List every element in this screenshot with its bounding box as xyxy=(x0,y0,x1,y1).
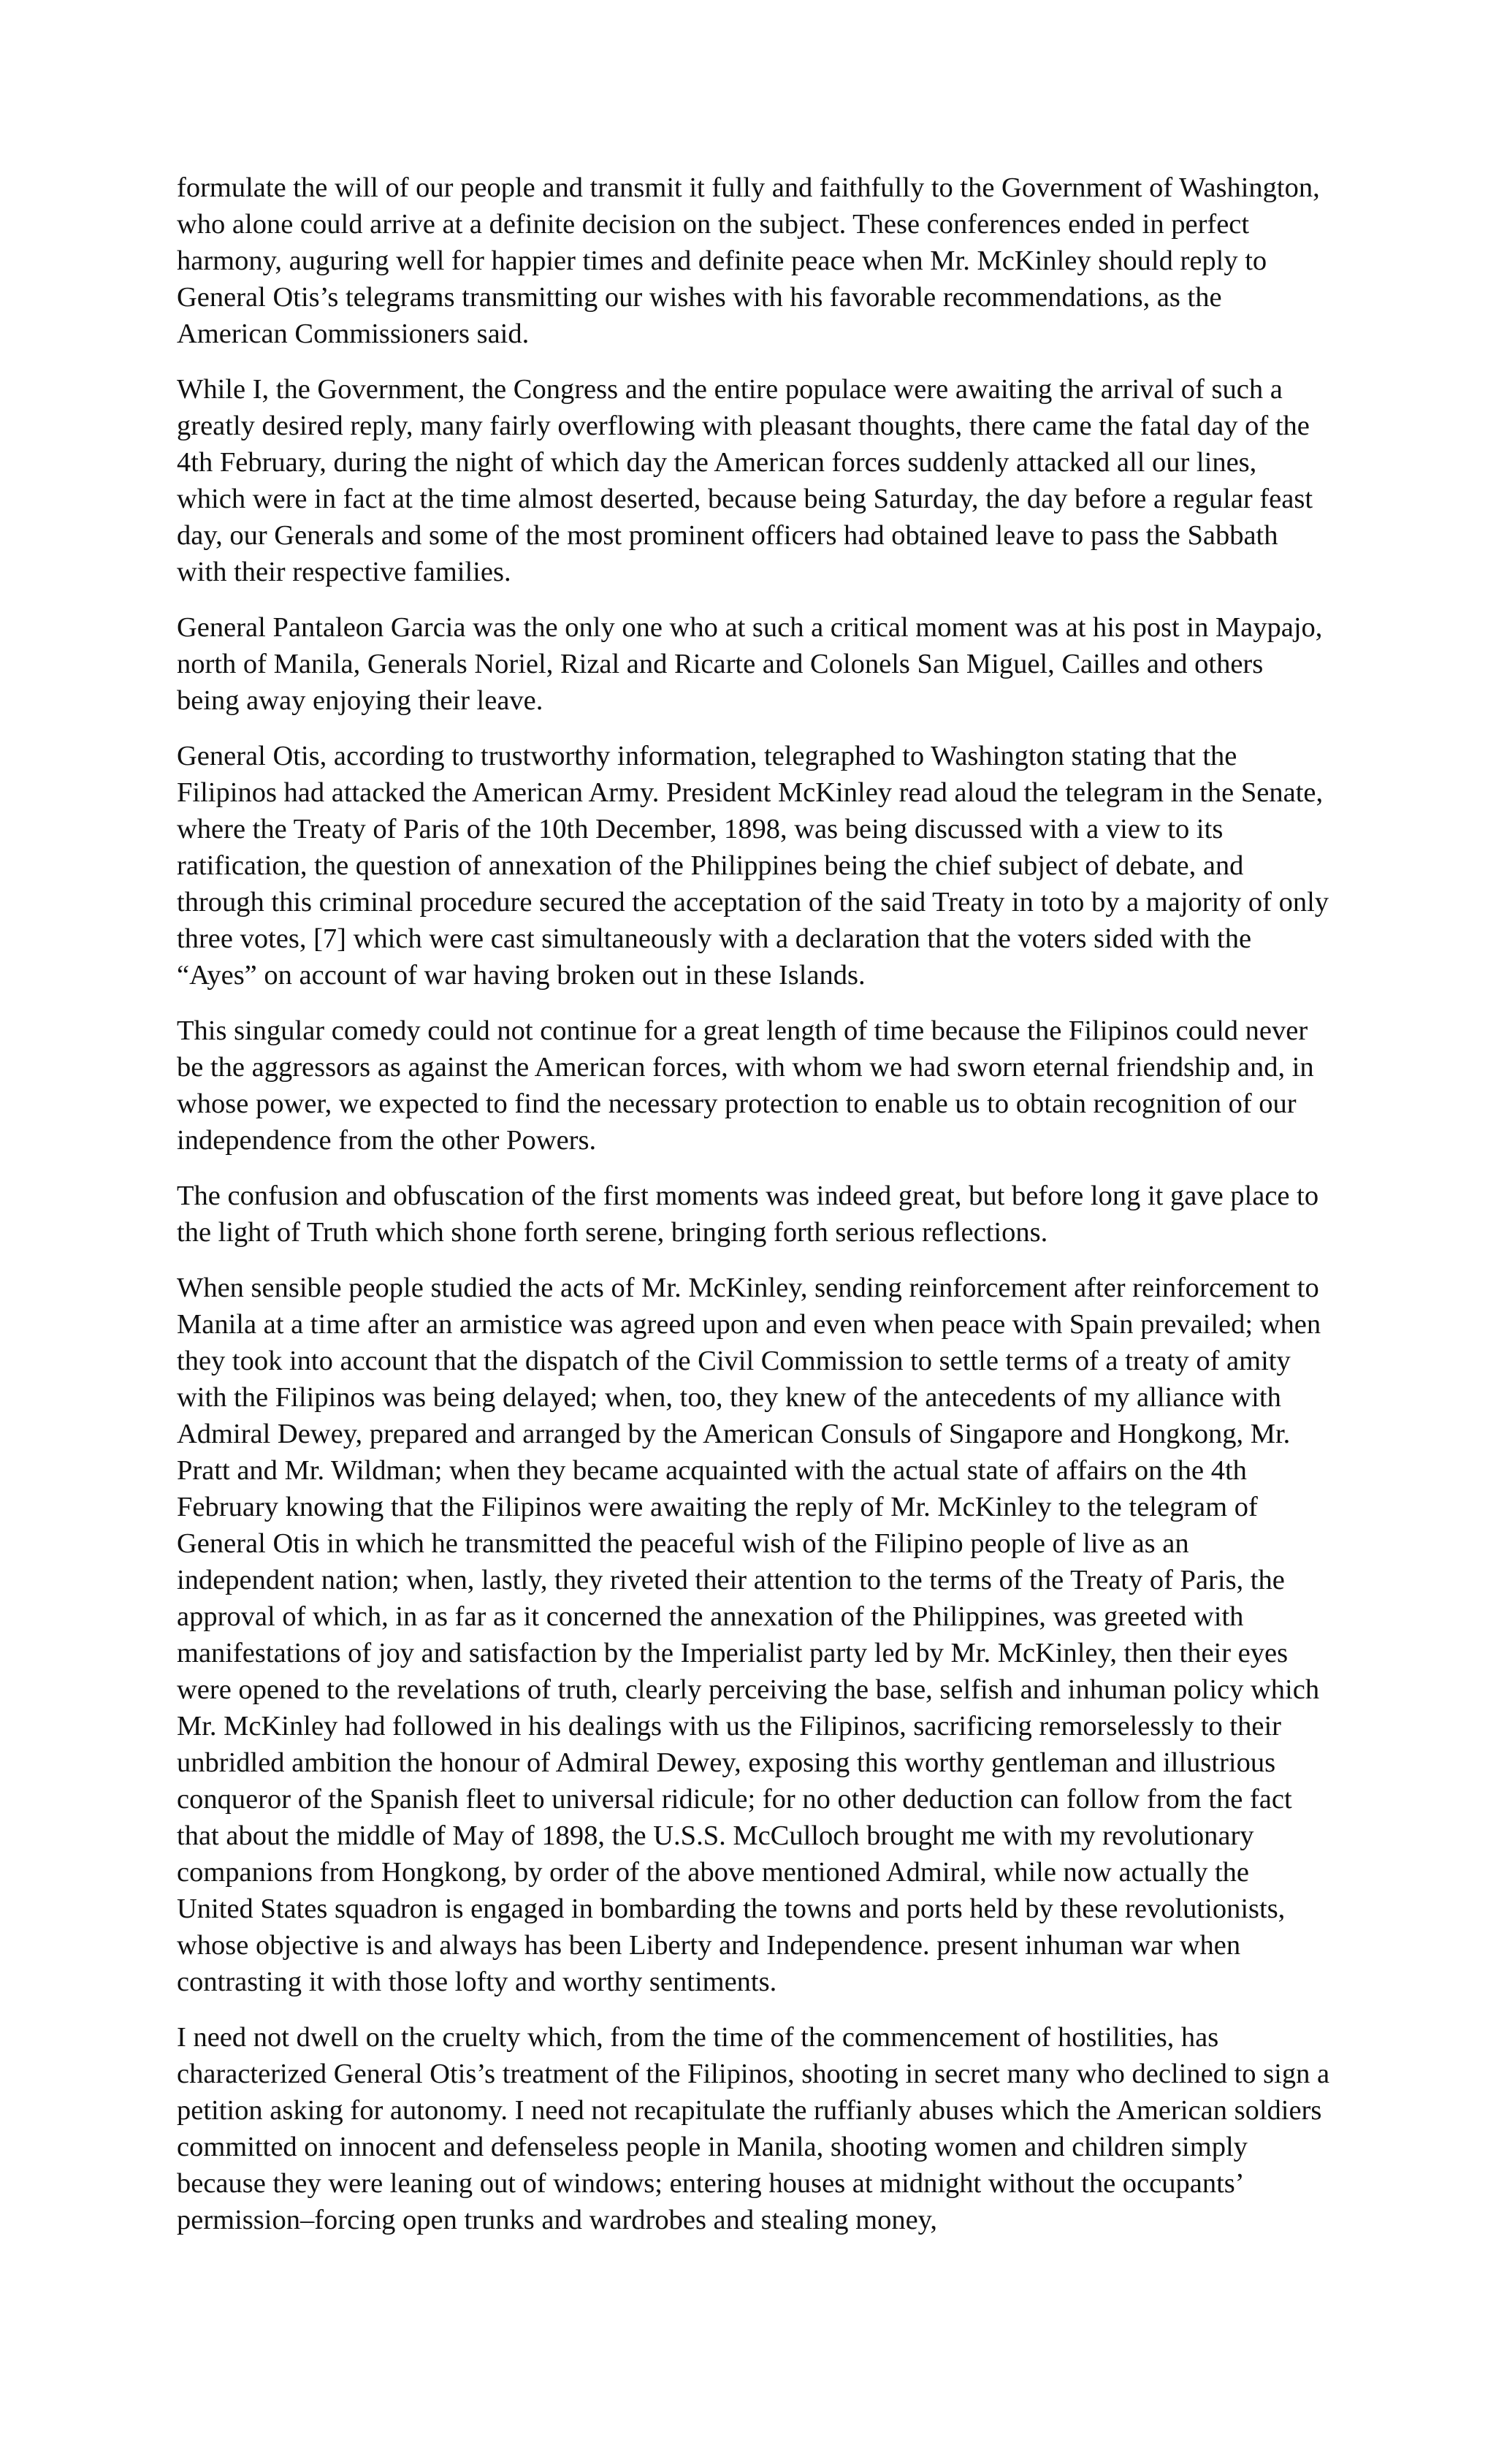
paragraph: This singular comedy could not continue for a great length of time because the Filipinos could never be the aggressors as against the American forces, with whom we had sworn eternal friendship and, in whose power, we expected to find the necessary protection to enable us to obtain recognition of our independence from the other Powers. xyxy=(177,1015,1314,1156)
document-page xyxy=(177,169,1331,2257)
paragraph: While I, the Government, the Congress and the entire populace were awaiting the arrival of such a greatly desired reply, many fairly overflowing with pleasant thoughts, there came the fatal day of the 4th February, during the night of which day the American forces suddenly attacked all our lines, which were in fact at the time almost deserted, because being Saturday, the day before a regular feast day, our Generals and some of the most prominent officers had obtained leave to pass the Sabbath with their respective families. xyxy=(177,374,1313,587)
paragraph: formulate the will of our people and transmit it fully and faithfully to the Government of Washington, who alone could arrive at a definite decision on the subject. These conferences ended in perfect harmony, auguring well for happier times and definite peace when Mr. McKinley should reply to General Otis’s telegrams transmitting our wishes with his favorable recommendations, as the American Commissioners said. xyxy=(177,172,1320,349)
paragraph: The confusion and obfuscation of the first moments was indeed great, but before long it gave place to the light of Truth which shone forth serene, bringing forth serious reflections. xyxy=(177,1180,1319,1248)
paragraph: When sensible people studied the acts of Mr. McKinley, sending reinforcement after reinforcement to Manila at a time after an armistice was agreed upon and even when peace with Spain prevailed; when they took into account that the dispatch of the Civil Commission to settle terms of a treaty of amity with the Filipinos was being delayed; when, too, they knew of the antecedents of my alliance with Admiral Dewey, prepared and arranged by the American Consuls of Singapore and Hongkong, Mr. Pratt and Mr. Wildman; when they became acquainted with the actual state of affairs on the 4th February knowing that the Filipinos were awaiting the reply of Mr. McKinley to the telegram of General Otis in which he transmitted the peaceful wish of the Filipino people of live as an independent nation; when, lastly, they riveted their attention to the terms of the Treaty of Paris, the approval of which, in as far as it concerned the annexation of the Philippines, was greeted with manifestations of joy and satisfaction by the Imperialist party led by Mr. McKinley, then their eyes were opened to the revelations of truth, clearly perceiving the base, selfish and inhuman policy which Mr. McKinley had followed in his dealings with us the Filipinos, sacrificing remorselessly to their unbridled ambition the honour of Admiral Dewey, exposing this worthy gentleman and illustrious conqueror of the Spanish fleet to universal ridicule; for no other deduction can follow from the fact that about the middle of May of 1898, the U.S.S. McCulloch brought me with my revolutionary companions from Hongkong, by order of the above mentioned Admiral, while now actually the United States squadron is engaged in bombarding the towns and ports held by these revolutionists, whose objective is and always has been Liberty and Independence. present inhuman war when contrasting it with those lofty and worthy sentiments. xyxy=(177,1273,1321,1997)
paragraph: General Pantaleon Garcia was the only one who at such a critical moment was at his post in Maypajo, north of Manila, Generals Noriel, Rizal and Ricarte and Colonels San Miguel, Cailles and others being away enjoying their leave. xyxy=(177,612,1323,716)
paragraph: General Otis, according to trustworthy information, telegraphed to Washington stating that the Filipinos had attacked the American Army. President McKinley read aloud the telegram in the Senate, where the Treaty of Paris of the 10th December, 1898, was being discussed with a view to its ratification, the question of annexation of the Philippines being the chief subject of debate, and through this criminal procedure secured the acceptation of the said Treaty in toto by a majority of only three votes, [7] which were cast simultaneously with a declaration that the voters sided with the “Ayes” on account of war having broken out in these Islands. xyxy=(177,741,1329,991)
paragraph: I need not dwell on the cruelty which, from the time of the commencement of hostilities, has characterized General Otis’s treatment of the Filipinos, shooting in secret many who declined to sign a petition asking for autonomy. I need not recapitulate the ruffianly abuses which the American soldiers committed on innocent and defenseless people in Manila, shooting women and children simply because they were leaning out of windows; entering houses at midnight without the occupants’ permission–forcing open trunks and wardrobes and stealing money, xyxy=(177,2022,1330,2235)
